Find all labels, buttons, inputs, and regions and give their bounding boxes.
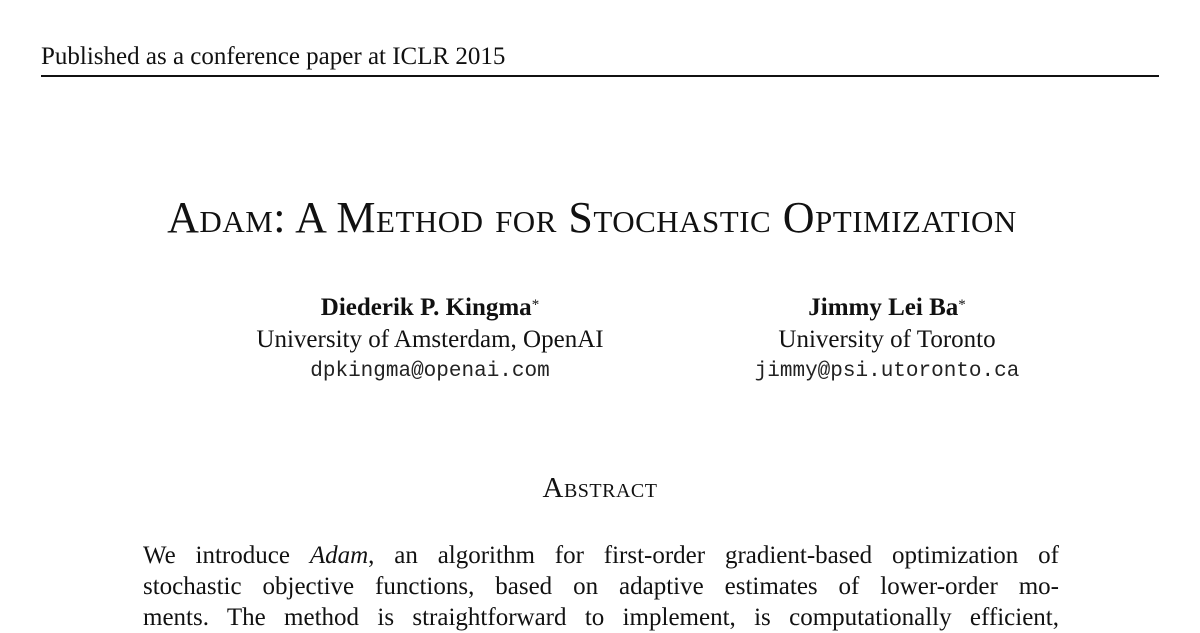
abstract-line bbox=[143, 540, 1059, 571]
author-footnote-mark: * bbox=[531, 297, 540, 313]
author-footnote-mark: * bbox=[958, 297, 966, 313]
author-name bbox=[212, 292, 648, 324]
author-block-ba bbox=[700, 292, 1074, 388]
author-email: jimmy@psi.utoronto.ca bbox=[754, 360, 1020, 383]
author-block-kingma bbox=[212, 292, 648, 388]
abstract-heading: Abstract bbox=[542, 472, 658, 504]
abstract-text: , an algorithm for first-order gradient-based optimization of bbox=[368, 542, 1059, 569]
header-rule bbox=[41, 75, 1159, 77]
author-affiliation: University of Toronto bbox=[778, 326, 996, 353]
abstract-line: ments. The method is straightforward to implement, is computationally efficient, bbox=[143, 604, 1059, 631]
abstract-emphasis: Adam bbox=[309, 542, 369, 569]
abstract-text: We introduce bbox=[143, 542, 310, 569]
abstract-body bbox=[143, 540, 1059, 633]
author-affiliation: University of Amsterdam, OpenAI bbox=[256, 326, 604, 353]
running-header: Published as a conference paper at ICLR 2015 bbox=[41, 43, 506, 70]
author-name-text: Jimmy Lei Ba bbox=[808, 294, 959, 321]
author-name bbox=[700, 292, 1074, 324]
abstract-line: stochastic objective functions, based on adaptive estimates of lower-order mo- bbox=[143, 573, 1059, 600]
author-name-text: Diederik P. Kingma bbox=[320, 294, 532, 321]
author-email: dpkingma@openai.com bbox=[310, 360, 550, 383]
paper-title: Adam: A Method for Stochastic Optimization bbox=[167, 193, 1017, 242]
